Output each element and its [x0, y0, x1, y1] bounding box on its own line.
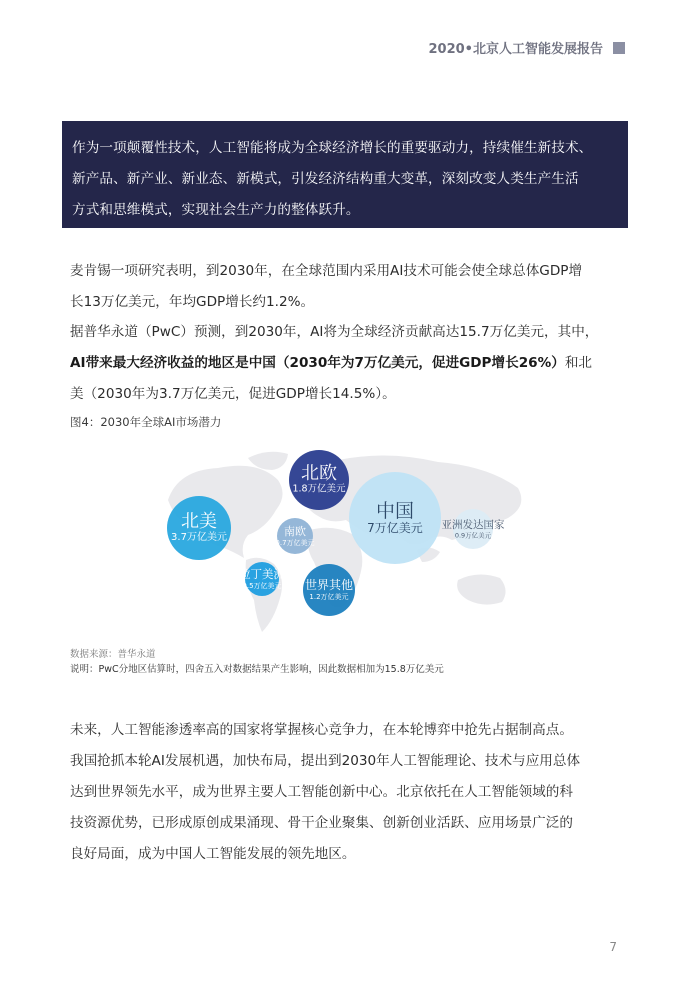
figure-source: 数据来源：普华永道 [70, 649, 156, 660]
bubble-region-label: 拉丁美洲 [239, 567, 285, 581]
paragraph-line [70, 348, 630, 379]
paragraph-line: 麦肯锡一项研究表明，到2030年，在全球范围内采用AI技术可能会使全球总体GDP增 [70, 263, 583, 279]
paragraph-line: 未来，人工智能渗透率高的国家将掌握核心竞争力，在本轮博弈中抢先占据制高点。 [70, 722, 573, 738]
bubble-value-label: 3.7万亿美元 [171, 532, 227, 543]
bubble [289, 450, 349, 510]
figure-title: 图4：2030年全球AI市场潜力 [70, 415, 222, 429]
paragraph-line: 良好局面，成为中国人工智能发展的领先地区。 [70, 846, 356, 862]
bubble-value-label: 1.2万亿美元 [309, 593, 349, 601]
bubble [303, 564, 355, 616]
highlight-text: AI带来最大经济收益的地区是中国（2030年为7万亿美元，促进GDP增长26%） [70, 355, 565, 371]
callout-line: 作为一项颠覆性技术，人工智能将成为全球经济增长的重要驱动力，持续催生新技术、 [72, 140, 593, 156]
bubble-region-label: 世界其他 [304, 578, 354, 592]
paragraph-line: 据普华永道（PwC）预测，到2030年，AI将为全球经济贡献高达15.7万亿美元，其中， [70, 324, 599, 340]
page-number: 7 [609, 940, 617, 954]
callout-line: 方式和思维模式，实现社会生产力的整体跃升。 [72, 202, 360, 218]
report-title: 2020•北京人工智能发展报告 [428, 42, 603, 57]
bubble-value-label: 0.7万亿美元 [275, 539, 315, 547]
report-header [429, 38, 626, 57]
bubble-value-label: 7万亿美元 [367, 521, 423, 535]
paragraph-mckinsey [70, 256, 630, 318]
bubble-region-label: 中国 [375, 500, 415, 522]
bubble-region-label: 南欧 [284, 525, 306, 538]
bubble-world-map [148, 440, 548, 640]
paragraph-line: 美（2030年为3.7万亿美元，促进GDP增长14.5%）。 [70, 386, 396, 402]
bubble-region-label: 北欧 [301, 463, 337, 484]
bubble [349, 472, 441, 564]
paragraph-line: 达到世界领先水平，成为世界主要人工智能创新中心。北京依托在人工智能领域的科 [70, 784, 573, 800]
paragraph-pwc [70, 317, 630, 410]
bubble-region-label: 北美 [181, 511, 217, 532]
paragraph-line: 长13万亿美元，年均GDP增长约1.2%。 [70, 294, 315, 310]
figure-note: 说明：PwC分地区估算时，四舍五入对数据结果产生影响，因此数据相加为15.8万亿美元 [70, 664, 444, 675]
callout-line: 新产品、新产业、新业态、新模式，引发经济结构重大变革，深刻改变人类生产生活 [72, 171, 579, 187]
paragraph-line: 技资源优势，已形成原创成果涌现、骨干企业聚集、创新创业活跃、应用场景广泛的 [70, 815, 573, 831]
bubble-value-label: 1.8万亿美元 [292, 483, 346, 495]
header-square-icon [613, 42, 625, 54]
bubble-value-label: 0.5万亿美元 [242, 582, 282, 590]
callout-box [62, 121, 628, 228]
paragraph-line: 我国抢抓本轮AI发展机遇，加快布局，提出到2030年人工智能理论、技术与应用总体 [70, 753, 581, 769]
paragraph-text: 和北 [564, 355, 593, 371]
bubble-value-label: 0.9万亿美元 [454, 531, 492, 540]
bubble [167, 496, 231, 560]
bubble-region-label: 亚洲发达国家 [441, 519, 505, 531]
paragraph-future [70, 715, 630, 870]
